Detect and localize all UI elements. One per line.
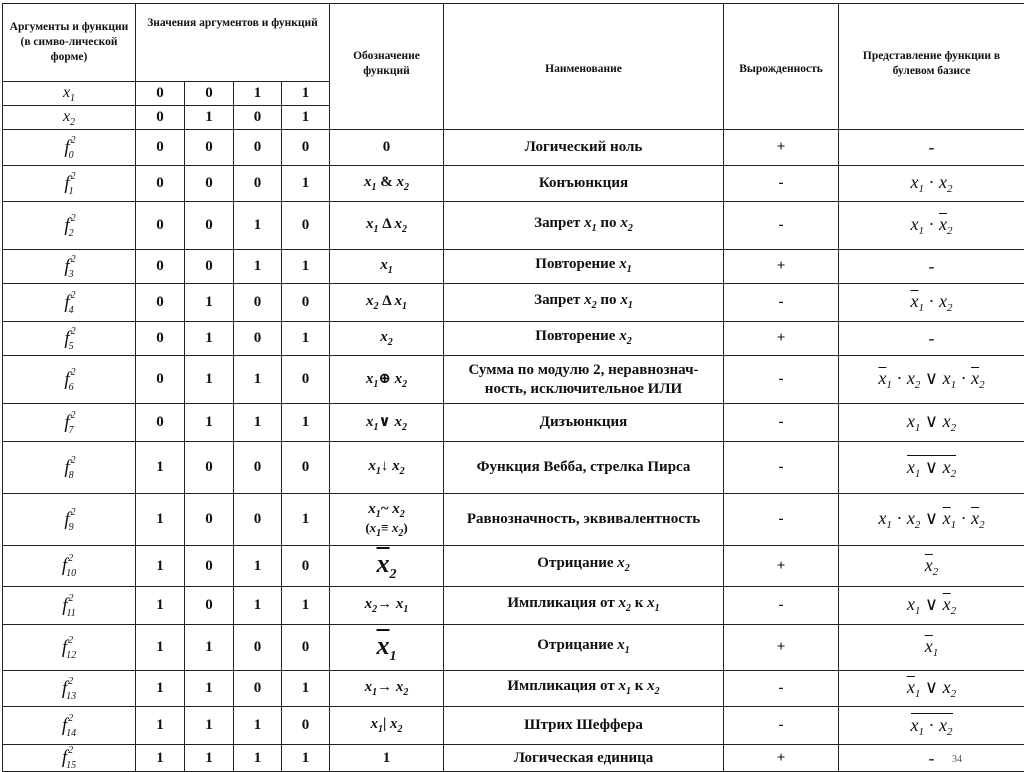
boolean-representation: $x_1 \cdot x_2$ (839, 707, 1024, 745)
function-value: 1 (136, 625, 185, 671)
function-symbol: f24 (3, 284, 136, 322)
degeneracy-mark: - (724, 202, 839, 250)
function-notation: $x_1$ (330, 625, 444, 671)
function-value: 0 (136, 356, 185, 404)
header-args-funcs: Аргументы и функции (в симво-лической форме) (3, 4, 136, 82)
function-value: 0 (185, 250, 234, 284)
function-value: 0 (136, 202, 185, 250)
function-value: 0 (234, 494, 282, 546)
function-value: 0 (234, 442, 282, 494)
table-row (3, 625, 1024, 671)
boolean-representation: $x_1$ ∨ $x_2$ (839, 587, 1024, 625)
function-notation: $x_1$ Δ $x_2$ (330, 202, 444, 250)
function-value: 0 (185, 130, 234, 166)
function-name: Запрет $x_2$ по $x_1$ (444, 284, 724, 322)
function-name: Запрет $x_1$ по $x_2$ (444, 202, 724, 250)
function-value: 1 (136, 587, 185, 625)
function-name: Конъюнкция (444, 166, 724, 202)
degeneracy-mark: - (724, 587, 839, 625)
function-symbol: f23 (3, 250, 136, 284)
boolean-representation: $x_1 \cdot x_2$ (839, 166, 1024, 202)
boolean-representation: - (839, 130, 1024, 166)
function-value: 1 (234, 356, 282, 404)
function-value: 0 (136, 284, 185, 322)
function-value: 1 (234, 707, 282, 745)
function-symbol: f210 (3, 546, 136, 587)
function-value: 0 (136, 130, 185, 166)
arg-value: 1 (282, 106, 330, 130)
function-name: Логический ноль (444, 130, 724, 166)
page-number: 34 (952, 754, 962, 765)
table-row (3, 284, 1024, 322)
header-name: Наименование (444, 4, 724, 130)
boolean-representation: $x_1 \cdot x_2$ (839, 284, 1024, 322)
function-symbol: f25 (3, 322, 136, 356)
boolean-representation: $x_2$ (839, 546, 1024, 587)
header-notation: Обозначение функций (330, 4, 444, 130)
function-value: 1 (185, 707, 234, 745)
arg-value: 1 (234, 82, 282, 106)
boolean-representation: $x_1$ (839, 625, 1024, 671)
function-name: Отрицание $x_1$ (444, 625, 724, 671)
function-symbol: f27 (3, 404, 136, 442)
boolean-representation: $x_1$ ∨ $x_2$ (839, 671, 1024, 707)
function-value: 1 (282, 322, 330, 356)
degeneracy-mark: + (724, 745, 839, 772)
function-value: 1 (136, 707, 185, 745)
table-row (3, 202, 1024, 250)
function-value: 1 (282, 671, 330, 707)
header-row (3, 4, 1024, 82)
function-symbol: f215 (3, 745, 136, 772)
function-notation: $x_1\oplus$ $x_2$ (330, 356, 444, 404)
function-value: 1 (282, 745, 330, 772)
table-row (3, 404, 1024, 442)
arg-value: 0 (185, 82, 234, 106)
boolean-representation: $x_1 \cdot x_2$ ∨ $x_1 \cdot x_2$ (839, 356, 1024, 404)
function-value: 0 (136, 250, 185, 284)
arg-value: 0 (234, 106, 282, 130)
function-value: 1 (282, 404, 330, 442)
function-notation: 1 (330, 745, 444, 772)
table-row (3, 707, 1024, 745)
function-notation: $x_1\sim$ $x_2$ $(x_1\equiv x_2)$ (330, 494, 444, 546)
table-row (3, 356, 1024, 404)
table-row (3, 671, 1024, 707)
boolean-representation: - (839, 745, 1024, 772)
function-name: Отрицание $x_2$ (444, 546, 724, 587)
arg-value: 0 (136, 106, 185, 130)
function-symbol: f20 (3, 130, 136, 166)
arg-value: 0 (136, 82, 185, 106)
function-value: 0 (282, 442, 330, 494)
function-value: 1 (136, 745, 185, 772)
function-value: 0 (185, 202, 234, 250)
header-boolean-repr: Представление функции в булевом базисе (839, 4, 1024, 130)
table-row (3, 442, 1024, 494)
function-value: 0 (282, 707, 330, 745)
function-value: 0 (282, 130, 330, 166)
degeneracy-mark: - (724, 404, 839, 442)
table-row (3, 130, 1024, 166)
degeneracy-mark: - (724, 356, 839, 404)
function-value: 0 (234, 625, 282, 671)
function-value: 0 (185, 166, 234, 202)
table-row (3, 546, 1024, 587)
function-symbol: f22 (3, 202, 136, 250)
table-row (3, 587, 1024, 625)
function-notation: $x_2$ (330, 546, 444, 587)
arg-value: 1 (282, 82, 330, 106)
function-value: 1 (234, 404, 282, 442)
function-notation: $x_2$ Δ $x_1$ (330, 284, 444, 322)
arg-name: $x_2$ (3, 106, 136, 130)
function-symbol: f29 (3, 494, 136, 546)
degeneracy-mark: + (724, 130, 839, 166)
table-row (3, 166, 1024, 202)
function-symbol: f213 (3, 671, 136, 707)
function-value: 0 (234, 166, 282, 202)
function-value: 1 (136, 494, 185, 546)
function-symbol: f214 (3, 707, 136, 745)
boolean-representation: $x_1$ ∨ $x_2$ (839, 404, 1024, 442)
function-notation: $x_1\vee$ $x_2$ (330, 404, 444, 442)
function-value: 0 (282, 284, 330, 322)
boolean-representation: - (839, 250, 1024, 284)
degeneracy-mark: + (724, 625, 839, 671)
function-value: 0 (282, 625, 330, 671)
boolean-representation: - (839, 322, 1024, 356)
function-value: 1 (282, 250, 330, 284)
arg-value: 1 (185, 106, 234, 130)
function-notation: $x_1$ & $x_2$ (330, 166, 444, 202)
function-symbol: f212 (3, 625, 136, 671)
function-value: 0 (282, 356, 330, 404)
degeneracy-mark: - (724, 166, 839, 202)
function-name: Повторение $x_2$ (444, 322, 724, 356)
degeneracy-mark: - (724, 707, 839, 745)
degeneracy-mark: + (724, 322, 839, 356)
function-value: 0 (185, 442, 234, 494)
function-value: 1 (234, 202, 282, 250)
function-value: 1 (185, 356, 234, 404)
function-value: 0 (282, 546, 330, 587)
function-value: 1 (234, 250, 282, 284)
function-value: 1 (185, 745, 234, 772)
function-value: 1 (185, 625, 234, 671)
function-name: Функция Вебба, стрелка Пирса (444, 442, 724, 494)
function-symbol: f28 (3, 442, 136, 494)
function-value: 1 (234, 587, 282, 625)
table-row (3, 745, 1024, 772)
function-value: 0 (185, 546, 234, 587)
function-name: Дизъюнкция (444, 404, 724, 442)
function-value: 0 (234, 671, 282, 707)
function-name: Равнозначность, эквивалентность (444, 494, 724, 546)
degeneracy-mark: - (724, 284, 839, 322)
function-value: 0 (136, 404, 185, 442)
degeneracy-mark: - (724, 671, 839, 707)
function-name: Повторение $x_1$ (444, 250, 724, 284)
function-notation: $x_1|$ $x_2$ (330, 707, 444, 745)
table-row (3, 322, 1024, 356)
degeneracy-mark: + (724, 250, 839, 284)
function-value: 1 (282, 166, 330, 202)
function-symbol: f21 (3, 166, 136, 202)
degeneracy-mark: - (724, 494, 839, 546)
function-value: 0 (185, 494, 234, 546)
function-notation: $x_2$ (330, 322, 444, 356)
arg-name: $x_1$ (3, 82, 136, 106)
function-name: Импликация от $x_1$ к $x_2$ (444, 671, 724, 707)
function-value: 0 (234, 284, 282, 322)
function-name: Штрих Шеффера (444, 707, 724, 745)
function-value: 1 (136, 546, 185, 587)
function-name: Логическая единица (444, 745, 724, 772)
function-symbol: f211 (3, 587, 136, 625)
function-value: 1 (136, 671, 185, 707)
boolean-representation: $x_1$ ∨ $x_2$ (839, 442, 1024, 494)
function-symbol: f26 (3, 356, 136, 404)
function-notation: 0 (330, 130, 444, 166)
function-notation: $x_1$ (330, 250, 444, 284)
function-notation: $x_2\to x_1$ (330, 587, 444, 625)
function-value: 1 (185, 404, 234, 442)
function-value: 1 (234, 745, 282, 772)
function-value: 1 (185, 671, 234, 707)
function-name: Импликация от $x_2$ к $x_1$ (444, 587, 724, 625)
boolean-representation: $x_1 \cdot x_2$ (839, 202, 1024, 250)
function-value: 0 (234, 322, 282, 356)
header-values: Значения аргументов и функций (136, 4, 330, 82)
function-value: 0 (136, 166, 185, 202)
function-value: 1 (185, 322, 234, 356)
function-value: 0 (234, 130, 282, 166)
boolean-functions-table (2, 3, 1024, 772)
function-value: 0 (282, 202, 330, 250)
function-value: 1 (136, 442, 185, 494)
degeneracy-mark: + (724, 546, 839, 587)
boolean-representation: $x_1 \cdot x_2$ ∨ $x_1 \cdot x_2$ (839, 494, 1024, 546)
function-value: 0 (136, 322, 185, 356)
function-value: 1 (282, 587, 330, 625)
table-row (3, 250, 1024, 284)
function-value: 1 (185, 284, 234, 322)
function-name: Сумма по модулю 2, неравнознач-ность, исключительное ИЛИ (444, 356, 724, 404)
function-notation: $x_1↓$ $x_2$ (330, 442, 444, 494)
table-row (3, 494, 1024, 546)
function-value: 1 (282, 494, 330, 546)
degeneracy-mark: - (724, 442, 839, 494)
function-notation: $x_1\to x_2$ (330, 671, 444, 707)
header-degeneracy: Вырожденность (724, 4, 839, 130)
function-value: 1 (234, 546, 282, 587)
function-value: 0 (185, 587, 234, 625)
